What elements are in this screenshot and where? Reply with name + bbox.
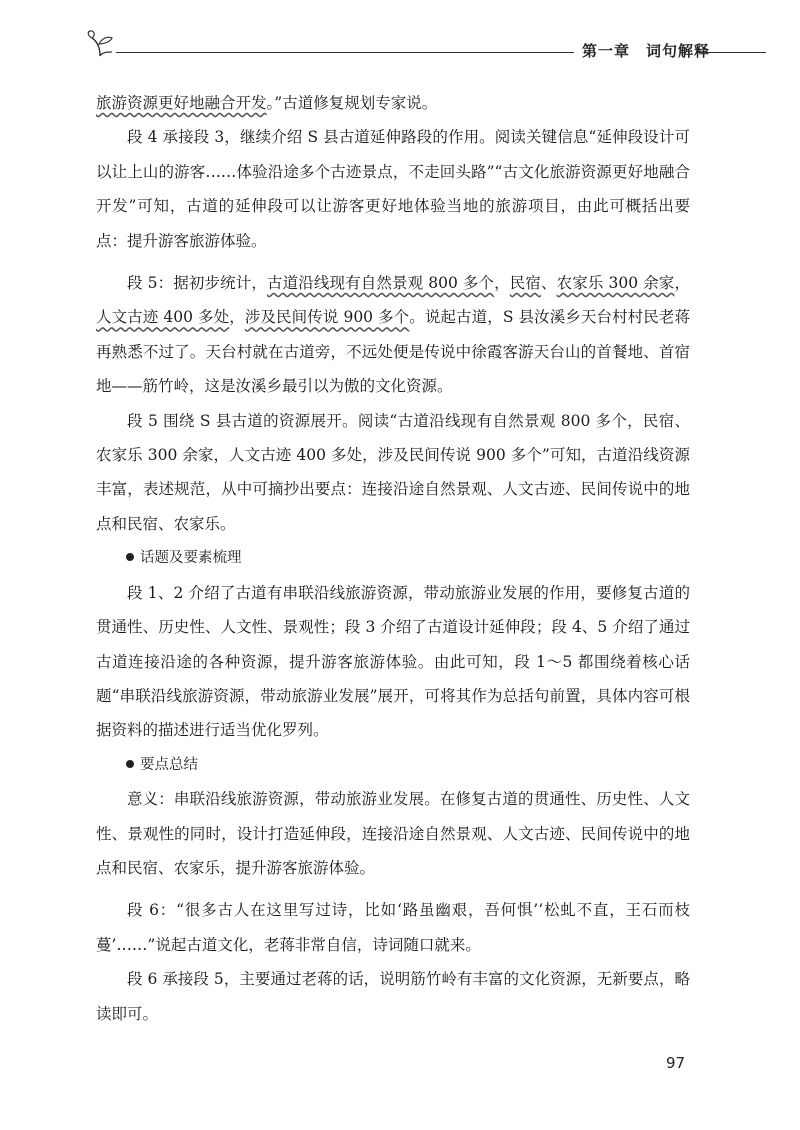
text-run: ， xyxy=(229,308,245,327)
section-heading xyxy=(96,748,690,782)
page-body xyxy=(96,86,690,1031)
section-heading-label: 要点总结 xyxy=(140,756,198,773)
paragraph xyxy=(96,266,690,404)
paragraph: 段 6：“很多古人在这里写过诗，比如‘路虽幽艰，吾何惧’‘松虬不直，王石而枝蔓’……”说起古道文化，老蒋非常自信，诗词随口就来。 xyxy=(96,901,690,954)
underlined-text: 旅游资源更好地融合开发 xyxy=(96,94,267,112)
text-run: ， xyxy=(674,274,690,293)
underlined-text: 民宿 xyxy=(509,274,542,293)
sprout-icon xyxy=(86,30,120,60)
text-run: 。”古道修复规划专家说。 xyxy=(266,94,438,112)
paragraph: 段 5 围绕 S 县古道的资源展开。阅读“古道沿线现有自然景观 800 多个，民宿、农家乐 300 余家，人文古迹 400 多处，涉及民间传说 900 多个”可知，古道沿线资源丰富，表述规范，从中可摘抄出要点：连接沿途自然景观、人文古迹、民间传说中的地点和民宿、农家乐。 xyxy=(96,411,690,533)
section-heading xyxy=(96,541,690,575)
underlined-text: 涉及民间传说 900 多个 xyxy=(244,308,410,327)
text-run: 。说起古道，S 县汝溪乡天台村村民老蒋再熟悉不过了。天台村就在古道旁，不远处便是传说中徐霞客游天台山的首餐地、首宿地——筋竹岭，这是汝溪乡最引以为傲的文化资源。 xyxy=(96,308,690,396)
header-rule xyxy=(116,52,574,53)
section-heading-label: 话题及要素梳理 xyxy=(140,550,242,567)
paragraph: 意义：串联沿线旅游资源，带动旅游业发展。在修复古道的贯通性、历史性、人文性、景观性的同时，设计打造延伸段，连接沿途自然景观、人文古迹、民间传说中的地点和民宿、农家乐，提升游客旅游体验。 xyxy=(96,790,690,877)
paragraph: 段 6 承接段 5，主要通过老蒋的话，说明筋竹岭有丰富的文化资源，无新要点，略读即可。 xyxy=(96,970,690,1023)
paragraph xyxy=(96,86,690,120)
text-run: ， xyxy=(494,274,510,293)
bullet-icon xyxy=(126,760,134,768)
underlined-text: 人文古迹 400 多处 xyxy=(96,308,230,327)
bullet-icon xyxy=(126,553,134,561)
text-run: 、 xyxy=(541,274,557,293)
running-header xyxy=(86,30,766,64)
header-rule xyxy=(698,52,766,53)
page-number: 97 xyxy=(666,1054,686,1072)
underlined-text: 农家乐 300 余家 xyxy=(556,274,675,293)
chapter-title: 第一章 词句解释 xyxy=(582,42,711,60)
text-run: 段 5：据初步统计， xyxy=(127,274,267,293)
paragraph: 段 4 承接段 3，继续介绍 S 县古道延伸路段的作用。阅读关键信息“延伸段设计可以让上山的游客……体验沿途多个古迹景点，不走回头路”“古文化旅游资源更好地融合开发”可知，古道的延伸段可以让游客更好地体验当地的旅游项目，由此可概括出要点：提升游客旅游体验。 xyxy=(96,128,690,250)
paragraph: 段 1、2 介绍了古道有串联沿线旅游资源，带动旅游业发展的作用，要修复古道的贯通性、历史性、人文性、景观性；段 3 介绍了古道设计延伸段；段 4、5 介绍了通过古道连接沿途的各种资源，提升游客旅游体验。由此可知，段 1～5 都围绕着核心话题“串联沿线旅游资源，带动旅游业发展”展开，可将其作为总括句前置，具体内容可根据资料的描述进行适当优化罗列。 xyxy=(96,583,690,740)
underlined-text: 古道沿线现有自然景观 800 多个 xyxy=(267,274,495,293)
